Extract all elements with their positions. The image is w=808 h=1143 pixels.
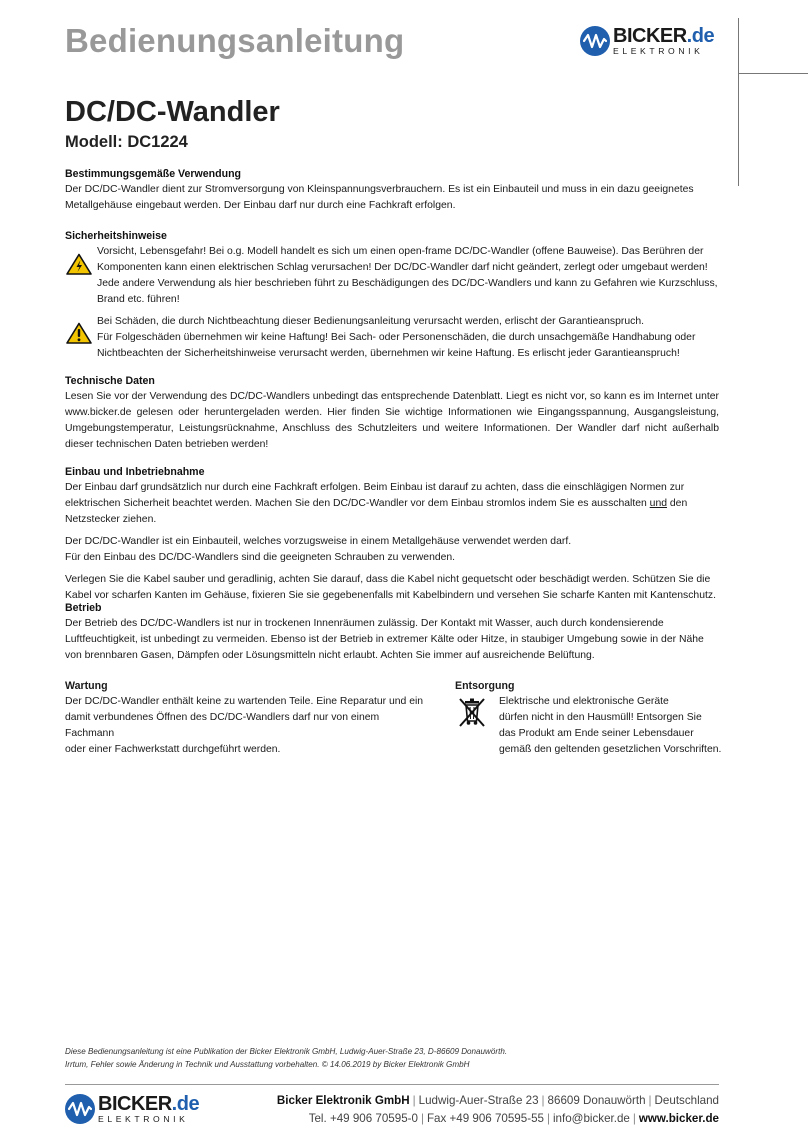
- section-heading: Betrieb: [65, 602, 102, 614]
- logo-subtitle: ELEKTRONIK: [98, 1114, 189, 1125]
- section-wartung: [65, 678, 430, 758]
- logo-brand-domain: .de: [171, 1093, 200, 1116]
- footer-fax: Fax +49 906 70595-55: [426, 1112, 544, 1125]
- warning-text-electric: Vorsicht, Lebensgefahr! Bei o.g. Modell handelt es sich um einen open-frame DC/DC-Wandler (offene Bauweise). Das Berühren der Komponenten kann einen elektrischen Schlag verursachen! Der DC/DC-Wandler darf nicht geändert, zerlegt oder umgebaut werden! Jede andere Verwendung als hier beschrieben führt zu Beschädigungen des DC/DC-Wandlers und kann zu Gefahren wie Kurzschluss, Brand etc. führen!: [97, 246, 718, 305]
- footer-company: Bicker Elektronik GmbH: [276, 1094, 410, 1107]
- section-text: Der Betrieb des DC/DC-Wandlers ist nur in trockenen Innenräumen zulässig. Der Kontakt mit Wasser, auch durch kondensierende Luftfeuchtigkeit, ist unbedingt zu vermeiden. Ebenso ist der Betrieb in extremer Kälte oder Hitze, in staubiger Umgebung sowie in der Nähe von brennbaren Gasen, Dämpfen oder Lösungsmitteln nicht erlaubt. Achten Sie immer auf ausreichende Belüftung.: [65, 618, 704, 661]
- warning-electric-icon: [66, 253, 92, 275]
- crop-mark-horizontal: [738, 73, 808, 74]
- footer-country: Deutschland: [654, 1094, 719, 1107]
- section-einbau: [65, 464, 719, 604]
- section-heading: Technische Daten: [65, 375, 155, 387]
- section-text-line: Für den Einbau des DC/DC-Wandlers sind die geeigneten Schrauben zu verwenden.: [65, 552, 456, 563]
- warning-icon: [66, 322, 92, 344]
- section-technik: [65, 373, 719, 453]
- text-fragment: den Netzstecker ziehen.: [65, 498, 688, 525]
- crop-mark-vertical: [738, 18, 739, 186]
- section-betrieb: [65, 600, 719, 664]
- publication-disclaimer: [65, 1045, 725, 1071]
- section-text-line: das Produkt am Ende seiner Lebensdauer: [499, 728, 694, 739]
- section-heading: Entsorgung: [455, 680, 515, 692]
- footer-city: 86609 Donauwörth: [547, 1094, 646, 1107]
- footer-street: Ludwig-Auer-Straße 23: [418, 1094, 539, 1107]
- weee-bin-icon: [457, 696, 487, 728]
- section-text: Der DC/DC-Wandler dient zur Stromversorgung von Kleinspannungsverbrauchern. Es ist ein Einbauteil und muss in ein dazu geeignetes Metallgehäuse eingebaut werden. Der Einbau darf nur durch eine Fachkraft erfolgen.: [65, 184, 694, 211]
- section-heading: Einbau und Inbetriebnahme: [65, 466, 205, 478]
- footer-divider: [65, 1084, 719, 1085]
- warning-text-line: Für Folgeschäden übernehmen wir keine Haftung! Bei Sach- oder Personenschäden, die durch unsachgemäße Handhabung oder Nichtbeachten der Sicherheitshinweise verursacht werden, übernehmen wir keine Haftung. Es erlischt jeder Garantieanspruch!: [97, 332, 696, 359]
- section-text-line: gemäß den geltenden gesetzlichen Vorschriften.: [499, 744, 722, 755]
- text-fragment: Der Einbau darf grundsätzlich nur durch eine Fachkraft erfolgen. Beim Einbau ist darauf zu achten, dass die einschlägigen Normen zur elektrischen Sicherheit beachtet werden. Machen Sie den DC/DC-Wandler vor dem Einbau stromlos indem Sie es ausschalten: [65, 482, 685, 509]
- section-text-line: Elektrische und elektronische Geräte: [499, 696, 669, 707]
- section-paragraph: Verlegen Sie die Kabel sauber und geradlinig, achten Sie darauf, dass die Kabel nicht gequetscht oder beschädigt werden. Schützen Sie die Kabel vor scharfen Kanten im Gehäuse, fixieren Sie sie gegebenenfalls mit Kabelbindern und versehen Sie scharfe Kanten mit Kantenschutz.: [65, 574, 716, 601]
- logo-brand-domain: .de: [686, 25, 715, 48]
- logo-wave-icon: [580, 26, 610, 56]
- footer-web: www.bicker.de: [638, 1112, 719, 1125]
- footer-address-line: Bicker Elektronik GmbH | Ludwig-Auer-Straße 23 | 86609 Donauwörth | Deutschland: [276, 1094, 719, 1107]
- logo-brand-main: BICKER: [613, 25, 687, 48]
- brand-logo-header: [580, 26, 714, 56]
- footer-contact-line: Tel. +49 906 70595-0 | Fax +49 906 70595-55 | info@bicker.de | www.bicker.de: [308, 1112, 719, 1125]
- product-model: Modell: DC1224: [65, 133, 188, 151]
- section-text-line: oder einer Fachwerkstatt durchgeführt werden.: [65, 744, 281, 755]
- warning-text-line: Bei Schäden, die durch Nichtbeachtung dieser Bedienungsanleitung verursacht werden, erlischt der Garantieanspruch.: [97, 316, 644, 327]
- warning-block-electric: [65, 244, 719, 308]
- footer-email: info@bicker.de: [552, 1112, 630, 1125]
- section-sicherheit: [65, 228, 719, 362]
- product-title: DC/DC-Wandler: [65, 96, 280, 128]
- section-heading: Sicherheitshinweise: [65, 230, 167, 242]
- logo-wave-icon: [65, 1094, 95, 1124]
- footer-contact: [277, 1092, 719, 1128]
- section-heading: Wartung: [65, 680, 108, 692]
- section-heading: Bestimmungsgemäße Verwendung: [65, 168, 242, 180]
- underlined-word: und: [649, 498, 668, 509]
- section-text-line: Der DC/DC-Wandler enthält keine zu wartenden Teile. Eine Reparatur und ein: [65, 696, 424, 707]
- disclaimer-line: Irrtum, Fehler sowie Änderung in Technik und Ausstattung vorbehalten. © 14.06.2019 by Bicker Elektronik GmbH: [65, 1060, 470, 1069]
- section-text: Lesen Sie vor der Verwendung des DC/DC-Wandlers unbedingt das entsprechende Datenblatt. Liegt es nicht vor, so kann es im Internet unter www.bicker.de gelesen oder heruntergeladen werden. Hier finden Sie wichtige Informationen wie Eingangsspannung, Ausgangsleistung, Umgebungstemperatur, Leistungsrücknahme, Anschluss des Schutzleiters und weitere Informationen. Der Wandler darf nicht außerhalb dieser technischen Daten betrieben werden!: [65, 391, 719, 450]
- footer-phone: Tel. +49 906 70595-0: [308, 1112, 418, 1125]
- section-text-line: Der DC/DC-Wandler ist ein Einbauteil, welches vorzugsweise in einem Metallgehäuse verwendet werden darf.: [65, 536, 572, 547]
- section-bestimmung: [65, 166, 719, 214]
- brand-logo-footer: [65, 1094, 199, 1124]
- disclaimer-line: Diese Bedienungsanleitung ist eine Publikation der Bicker Elektronik GmbH, Ludwig-Auer-Straße 23, D-86609 Donauwörth.: [65, 1047, 508, 1056]
- section-text-line: dürfen nicht in den Hausmüll! Entsorgen Sie: [499, 712, 702, 723]
- logo-brand-main: BICKER: [98, 1093, 172, 1116]
- warning-block-general: [65, 314, 719, 362]
- section-paragraph: [65, 480, 719, 528]
- document-title: Bedienungsanleitung: [65, 22, 405, 59]
- section-text-line: damit verbundenes Öffnen des DC/DC-Wandlers darf nur von einem Fachmann: [65, 712, 380, 739]
- section-entsorgung: [455, 678, 735, 758]
- logo-subtitle: ELEKTRONIK: [613, 46, 704, 57]
